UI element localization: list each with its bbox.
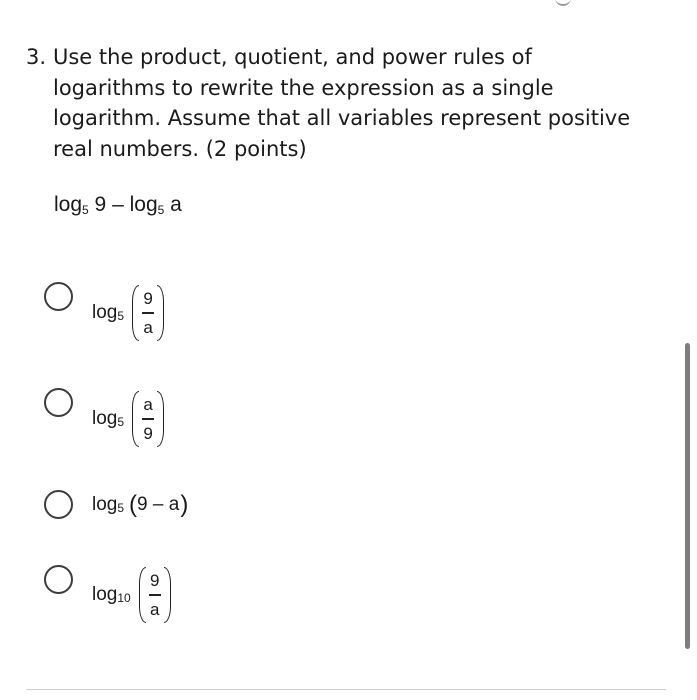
fraction-denominator: a — [143, 317, 153, 337]
radio-button-a[interactable] — [44, 282, 73, 311]
difference-expression: 9 – a — [137, 494, 180, 515]
log-text: log — [54, 193, 83, 216]
right-paren — [157, 391, 164, 447]
parenthesized-fraction — [132, 391, 164, 447]
log-base: 5 — [117, 415, 125, 429]
log-base: 5 — [157, 203, 165, 217]
question-block — [26, 42, 666, 164]
option-c-expression — [92, 488, 188, 522]
answer-option-d[interactable] — [44, 565, 444, 635]
log-base: 5 — [82, 203, 89, 217]
fraction-denominator: 9 — [143, 423, 153, 443]
answer-option-c[interactable] — [44, 490, 444, 560]
question-number: 3. — [26, 45, 47, 69]
fraction-bar — [149, 594, 161, 596]
right-paren: ) — [180, 491, 189, 518]
option-a-expression — [92, 285, 164, 341]
log-base: 5 — [117, 501, 125, 515]
log-base: 10 — [117, 591, 131, 605]
right-paren — [157, 285, 164, 341]
right-paren — [164, 567, 171, 623]
left-paren: ( — [129, 491, 138, 518]
expression-term: 9 – — [88, 193, 130, 216]
expression-term: a — [164, 193, 182, 216]
fraction — [142, 395, 154, 443]
answer-option-b[interactable] — [44, 388, 444, 458]
fraction-bar — [142, 418, 154, 420]
fraction-numerator: a — [143, 395, 153, 415]
log-text: log — [129, 193, 158, 216]
previous-content-fragment — [555, 0, 571, 6]
log-text: log — [92, 408, 118, 429]
given-expression — [54, 193, 182, 217]
fraction — [149, 571, 161, 619]
option-d-expression — [92, 567, 171, 623]
log-text: log — [92, 584, 118, 605]
vertical-scrollbar[interactable] — [685, 343, 690, 649]
fraction-denominator: a — [149, 599, 160, 619]
log-base: 5 — [117, 309, 125, 323]
fraction-bar — [142, 312, 154, 314]
fraction-numerator: 9 — [149, 571, 160, 591]
log-text: log — [92, 494, 118, 515]
left-paren — [132, 391, 139, 447]
left-paren — [139, 567, 146, 623]
parenthesized-fraction — [132, 285, 164, 341]
question-text: Use the product, quotient, and power rules of logarithms to rewrite the expression as a single logarithm. Assume that all variables represent positive real numbers. (2 points) — [53, 45, 631, 161]
parenthesized-fraction — [139, 567, 171, 623]
answer-option-a[interactable] — [44, 282, 444, 352]
fraction-numerator: 9 — [143, 289, 153, 309]
radio-button-b[interactable] — [44, 388, 73, 417]
log-text: log — [92, 302, 118, 323]
radio-button-d[interactable] — [44, 565, 73, 594]
bottom-divider — [26, 689, 666, 690]
radio-button-c[interactable] — [44, 490, 73, 519]
fraction — [142, 289, 154, 337]
option-b-expression — [92, 391, 164, 447]
left-paren — [132, 285, 139, 341]
